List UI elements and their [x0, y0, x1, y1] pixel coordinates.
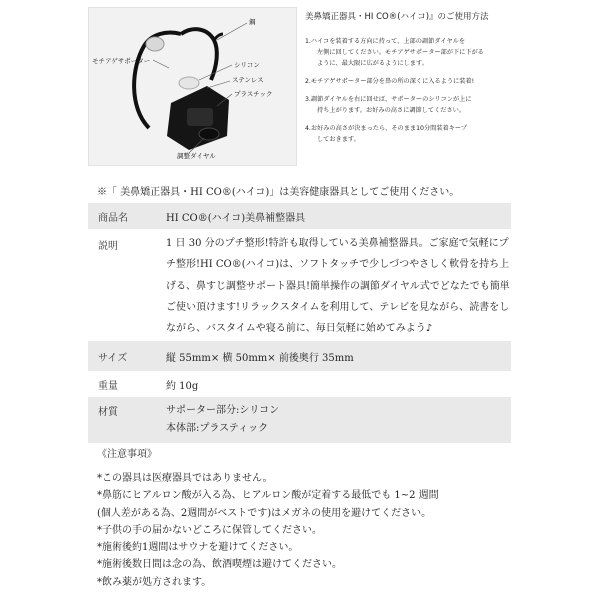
pointer-line [207, 81, 230, 88]
precaution-item: (個人差がある為、2週間がベストです)はメガネの使用を避けてください。 [97, 507, 432, 519]
spec-row-material [88, 397, 511, 443]
precautions-title: 《注意事項》 [97, 449, 157, 460]
usage-title: 美鼻矯正器具・HI CO®(ハイコ)』のご使用方法 [305, 12, 489, 22]
pointer-line [153, 60, 169, 68]
spec-material-line: 本体部:プラスティック [166, 423, 269, 434]
spec-value: HI CO®(ハイコ)美鼻補整器具 [166, 212, 306, 224]
spec-label: サイズ [98, 352, 128, 364]
label-stainless: ステンレス [232, 76, 264, 84]
spec-row-weight [88, 371, 511, 397]
label-wire: 鋼 [249, 18, 256, 26]
label-silicone: シリコン [234, 61, 260, 69]
spec-label: 材質 [98, 407, 118, 418]
precaution-item: *飲み薬が処方されます。 [97, 576, 212, 588]
spec-row-product-name [88, 203, 511, 229]
wire-frame-right [181, 29, 217, 80]
pointer-line [217, 23, 247, 40]
spec-value-cell [166, 233, 511, 341]
spec-row-description [88, 229, 511, 341]
usage-step: 3.調節ダイヤルを右に回せば、サポーターのシリコンが上に 持ち上がります。お好みの高さに調節してください。 [305, 96, 472, 114]
spec-label: 商品名 [98, 212, 128, 224]
body-panel [187, 108, 213, 126]
spec-value: 縦 55mm× 横 50mm× 前後奥行 35mm [166, 352, 354, 364]
adjust-dial [199, 128, 219, 140]
spec-table [88, 203, 511, 443]
label-dial: 調整ダイヤル [177, 152, 216, 160]
spec-row-size [88, 341, 511, 371]
label-moti-supporter: モチアゲサポーター [92, 57, 151, 65]
precaution-item: *施術後約1週間はサウナを避けてください。 [97, 542, 299, 554]
silicone-pad [179, 77, 199, 89]
nose-corrector-illustration [89, 8, 296, 165]
precaution-item: *この器具は医療器具ではありません。 [97, 473, 273, 484]
label-plastic: プラスチック [234, 90, 273, 98]
usage-instructions [305, 10, 595, 152]
usage-step: 1.ハイコを装着する方向に持って、上部の調節ダイヤルを 左側に回してください。モチアゲサポーター部が下に下がる ように、最大限に広がるようにします。 [305, 38, 484, 67]
product-photo [88, 7, 297, 166]
spec-value-cell [166, 402, 511, 438]
spec-label: 説明 [98, 241, 118, 252]
usage-notice: ※「 美鼻矯正器具・HI CO®(ハイコ)」は美容健康器具としてご使用ください。 [97, 187, 460, 198]
precautions [97, 447, 439, 591]
spec-description-text: 1 日 30 分のプチ整形!特許も取得している美鼻補整器具。ご家庭で気軽にプチ整形!HI CO®(ハイコ)は、ソフトタッチで少しづつやさしく軟骨を持ち上げる、鼻すじ調整サポート器具!簡単操作の調節ダイヤル式でどなたでも簡単ご使い頂けます!リラックスタイムを利用して、テレビを見ながら、読書をしながら、バスタイムや寝る前に、毎日気軽に始めてみよう♪ [166, 238, 510, 335]
spec-value: 約 10g [166, 380, 199, 392]
precaution-item: *施術後数日間は念の為、飲酒喫煙は避けてください。 [97, 559, 342, 571]
spec-material-line: サポーター部分:シリコン [166, 405, 280, 416]
silicone-pad-top [146, 37, 164, 51]
precaution-item: *子供の手の届かないどころに保管してください。 [97, 524, 322, 536]
spec-label: 重量 [98, 380, 118, 392]
usage-step: 2.モチアゲサポーター部分を鼻の所の深くに入るように装着! [305, 78, 475, 85]
precaution-item: *鼻筋にヒアルロン酸が入る為、ヒアルロン酸が定着する最低でも 1~2 週間 [97, 490, 439, 502]
usage-step: 4.お好みの高さが決まったら、そのまま10分間装着キープ しておきます。 [305, 125, 467, 143]
